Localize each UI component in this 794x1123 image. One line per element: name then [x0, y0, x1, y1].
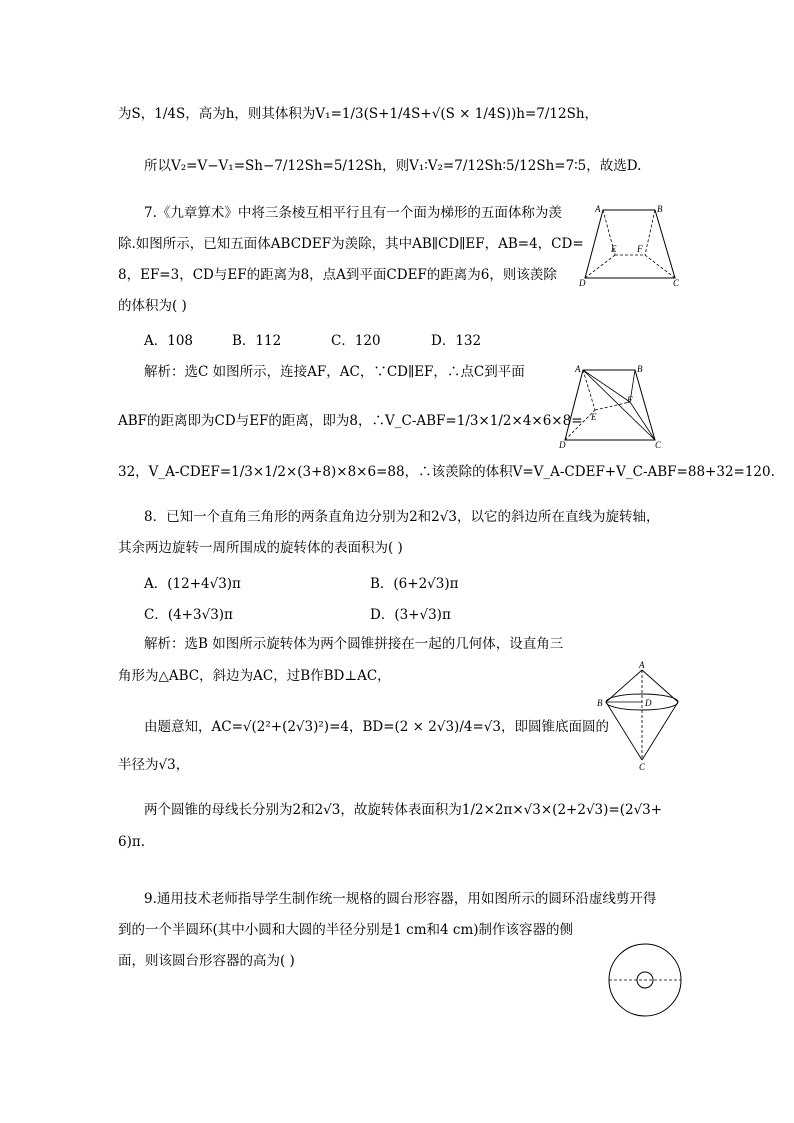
solution-7-line-1: 解析：选C 如图所示，连接AF，AC，∵CD∥EF，∴点C到平面: [144, 364, 525, 380]
q7-label-d: D: [579, 278, 586, 288]
solution-8-line-4: 半径为√3，: [118, 757, 190, 773]
q8-option-b: B．(6+2√3)π: [370, 576, 459, 592]
s8-label-c: C: [639, 762, 646, 772]
s7-label-a: A: [575, 364, 581, 374]
q7-label-e: E: [611, 244, 617, 254]
question-8-line-2: 其余两边旋转一周所围成的旋转体的表面积为( ): [118, 540, 403, 556]
s7-label-c: C: [655, 440, 662, 450]
q7-label-a: A: [595, 204, 601, 214]
s8-label-a: A: [639, 660, 645, 670]
q7-option-c: C．120: [331, 333, 381, 349]
solution-line-2: 所以V₂=V−V₁=Sh−7/12Sh=5/12Sh，则V₁∶V₂=7/12Sh∶5/12Sh=7∶5，故选D.: [144, 158, 642, 174]
question-7-line-2: 除.如图所示，已知五面体ABCDEF为羡除，其中AB∥CD∥EF，AB=4，CD=: [118, 236, 584, 252]
s7-label-b: B: [637, 364, 643, 374]
solution-8-line-6: 6)π.: [118, 834, 146, 850]
q7-label-f: F: [637, 244, 643, 254]
question-9-line-3: 面，则该圆台形容器的高为( ): [118, 953, 295, 969]
q7-figure: [575, 200, 685, 290]
solution-line-1: 为S，1/4S，高为h，则其体积为V₁=1/3(S+1/4S+√(S × 1/4S))h=7/12Sh，: [118, 106, 599, 122]
solution-8-line-2: 角形为△ABC，斜边为AC，过B作BD⊥AC，: [118, 668, 391, 684]
q7-option-b: B．112: [232, 333, 282, 349]
q8-option-a: A．(12+4√3)π: [144, 576, 241, 592]
s8-figure: [596, 660, 686, 775]
q8-option-d: D．(3+√3)π: [370, 607, 451, 623]
q7-label-b: B: [657, 204, 663, 214]
solution-8-line-5: 两个圆锥的母线长分别为2和2√3，故旋转体表面积为1/2×2π×√3×(2+2√3)=(2√3+: [144, 802, 663, 818]
solution-7-line-3: 32，V_A-CDEF=1/3×1/2×(3+8)×8×6=88，∴该羡除的体积V=V_A-CDEF+V_C-ABF=88+32=120.: [118, 464, 775, 480]
question-7-line-1: 7.《九章算术》中将三条棱互相平行且有一个面为梯形的五面体称为羡: [144, 205, 562, 221]
solution-8-line-1: 解析：选B 如图所示旋转体为两个圆锥拼接在一起的几何体，设直角三: [144, 636, 564, 652]
solution-7-line-2: ABF的距离即为CD与EF的距离，即为8，∴V_C-ABF=1/3×1/2×4×6×8=: [118, 413, 583, 429]
q7-label-c: C: [673, 278, 680, 288]
s7-label-d: D: [559, 440, 566, 450]
q7-option-d: D．132: [431, 333, 482, 349]
question-9-line-2: 到的一个半圆环(其中小圆和大圆的半径分别是1 cm和4 cm)制作该容器的侧: [118, 922, 574, 938]
question-7-line-3: 8，EF=3，CD与EF的距离为8，点A到平面CDEF的距离为6，则该羡除: [118, 267, 557, 283]
q8-option-c: C．(4+3√3)π: [144, 607, 233, 623]
solution-8-line-3: 由题意知，AC=√(2²+(2√3)²)=4，BD=(2 × 2√3)/4=√3，即圆锥底面圆的: [144, 719, 609, 735]
q9-annulus-figure: [600, 935, 690, 1025]
question-8-line-1: 8．已知一个直角三角形的两条直角边分别为2和2√3，以它的斜边所在直线为旋转轴，: [144, 509, 660, 525]
s8-label-d: D: [645, 698, 652, 708]
s7-label-f: F: [627, 395, 633, 405]
s7-figure: [555, 362, 670, 452]
question-9-line-1: 9.通用技术老师指导学生制作统一规格的圆台形容器，用如图所示的圆环沿虚线剪开得: [144, 891, 657, 907]
s8-label-b: B: [597, 698, 603, 708]
s7-label-e: E: [591, 412, 597, 422]
question-7-line-4: 的体积为( ): [118, 298, 187, 314]
q7-option-a: A．108: [144, 333, 194, 349]
